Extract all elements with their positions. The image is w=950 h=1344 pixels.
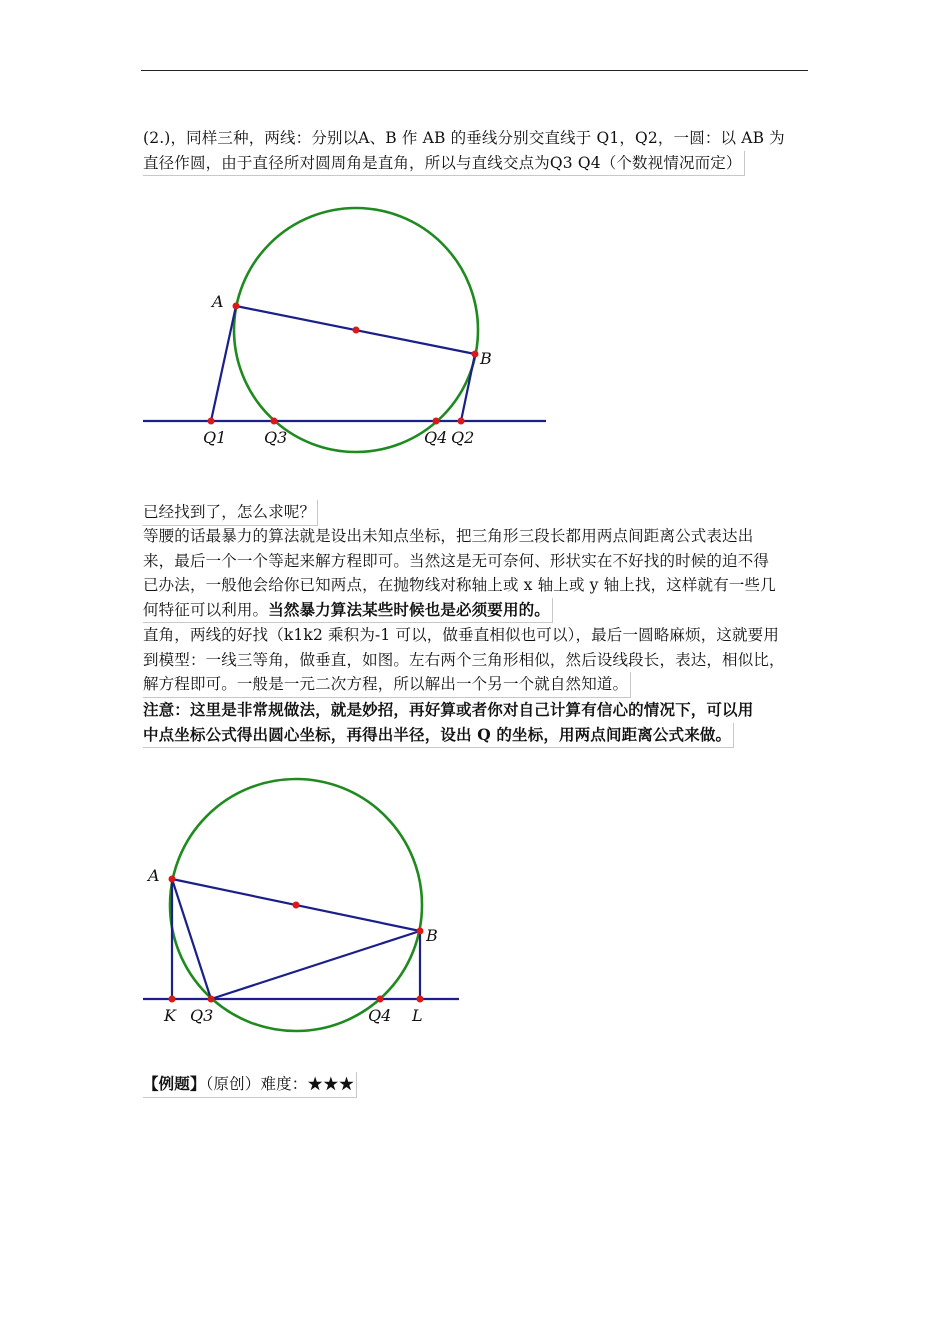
figure-2-point-l bbox=[417, 996, 424, 1003]
figure-2-point-k bbox=[169, 996, 176, 1003]
figure-2-label-a: A bbox=[148, 866, 160, 885]
isosceles-line-4-emphasis: 当然暴力算法某些时候也是必须要用的。 bbox=[268, 599, 550, 619]
note-paragraph bbox=[143, 698, 808, 748]
figure-1-label-q3: Q3 bbox=[264, 428, 288, 447]
figure-2-segment-a-q3 bbox=[172, 879, 211, 999]
question-text: 已经找到了，怎么求呢？ bbox=[143, 500, 318, 526]
figure-1-label-q1: Q1 bbox=[203, 428, 227, 447]
example-prefix: 【例题】 bbox=[143, 1074, 206, 1093]
figure-1-point-center bbox=[353, 327, 360, 334]
figure-2-point-q4 bbox=[377, 996, 384, 1003]
figure-1-segment-a-q1 bbox=[211, 306, 236, 421]
figure-1-label-q4: Q4 bbox=[424, 428, 448, 447]
figure-1-point-q1 bbox=[208, 418, 215, 425]
isosceles-line-2: 来，最后一个一个等起来解方程即可。当然这是无可奈何、形状实在不好找的时候的迫不得 bbox=[143, 551, 770, 570]
isosceles-line-1: 等腰的话最暴力的算法就是设出未知点坐标，把三角形三段长都用两点间距离公式表达出 bbox=[143, 527, 754, 545]
figure-2-label-l: L bbox=[412, 1006, 423, 1025]
note-line-2: 中点坐标公式得出圆心坐标，再得出半径，设出 Q 的坐标，用两点间距离公式来做。 bbox=[143, 723, 734, 749]
figure-1-point-q2 bbox=[458, 418, 465, 425]
note-line-1: 注意：这里是非常规做法，就是妙招，再好算或者你对自己计算有信心的情况下，可以用 bbox=[143, 700, 754, 719]
example-heading bbox=[143, 1072, 808, 1098]
figure-2-label-q4: Q4 bbox=[368, 1006, 392, 1025]
figure-1-label-b: B bbox=[480, 349, 492, 368]
isosceles-line-3: 已办法，一般他会给你已知两点，在抛物线对称轴上或 x 轴上或 y 轴上找，这样就有一些几 bbox=[143, 576, 776, 595]
right-angle-line-1: 直角，两线的好找（k1k2 乘积为-1 可以，做垂直相似也可以），最后一圆略麻烦，这就要用 bbox=[143, 626, 779, 644]
figure-2-label-q3: Q3 bbox=[190, 1006, 214, 1025]
difficulty-stars: ★★★ bbox=[307, 1075, 355, 1093]
isosceles-line-4: 何特征可以利用。 bbox=[143, 600, 269, 619]
figure-1-point-b bbox=[472, 351, 479, 358]
right-angle-line-3: 解方程即可。一般是一元二次方程，所以解出一个另一个就自然知道。 bbox=[143, 672, 631, 698]
paragraph-right-angle bbox=[143, 623, 808, 698]
figure-2-point-b bbox=[417, 928, 424, 935]
intro-line-1: (2.)，同样三种，两线：分别以A、B 作 AB 的垂线分别交直线于 Q1，Q2，一圆：以 AB 为 bbox=[143, 129, 785, 147]
intro-line-2: 直径作圆，由于直径所对圆周角是直角，所以与直线交点为Q3 Q4（个数视情况而定） bbox=[143, 151, 745, 177]
figure-2-point-a bbox=[169, 876, 176, 883]
right-angle-line-2: 到模型：一线三等角，做垂直，如图。左右两个三角形相似，然后设线段长，表达，相似比， bbox=[143, 650, 785, 669]
figure-1-point-a bbox=[233, 303, 240, 310]
figure-1-point-q4 bbox=[433, 418, 440, 425]
paragraph-isosceles bbox=[143, 524, 808, 623]
figure-1-point-q3 bbox=[271, 418, 278, 425]
figure-2-point-center bbox=[293, 902, 300, 909]
figure-2-label-k: K bbox=[164, 1006, 176, 1025]
figure-2-point-q3 bbox=[208, 996, 215, 1003]
example-tag: （原创）难度： bbox=[205, 1075, 308, 1093]
figure-2-label-b: B bbox=[426, 926, 438, 945]
question-paragraph bbox=[143, 500, 808, 526]
figure-1-label-q2: Q2 bbox=[451, 428, 475, 447]
figure-1-label-a: A bbox=[212, 292, 224, 311]
